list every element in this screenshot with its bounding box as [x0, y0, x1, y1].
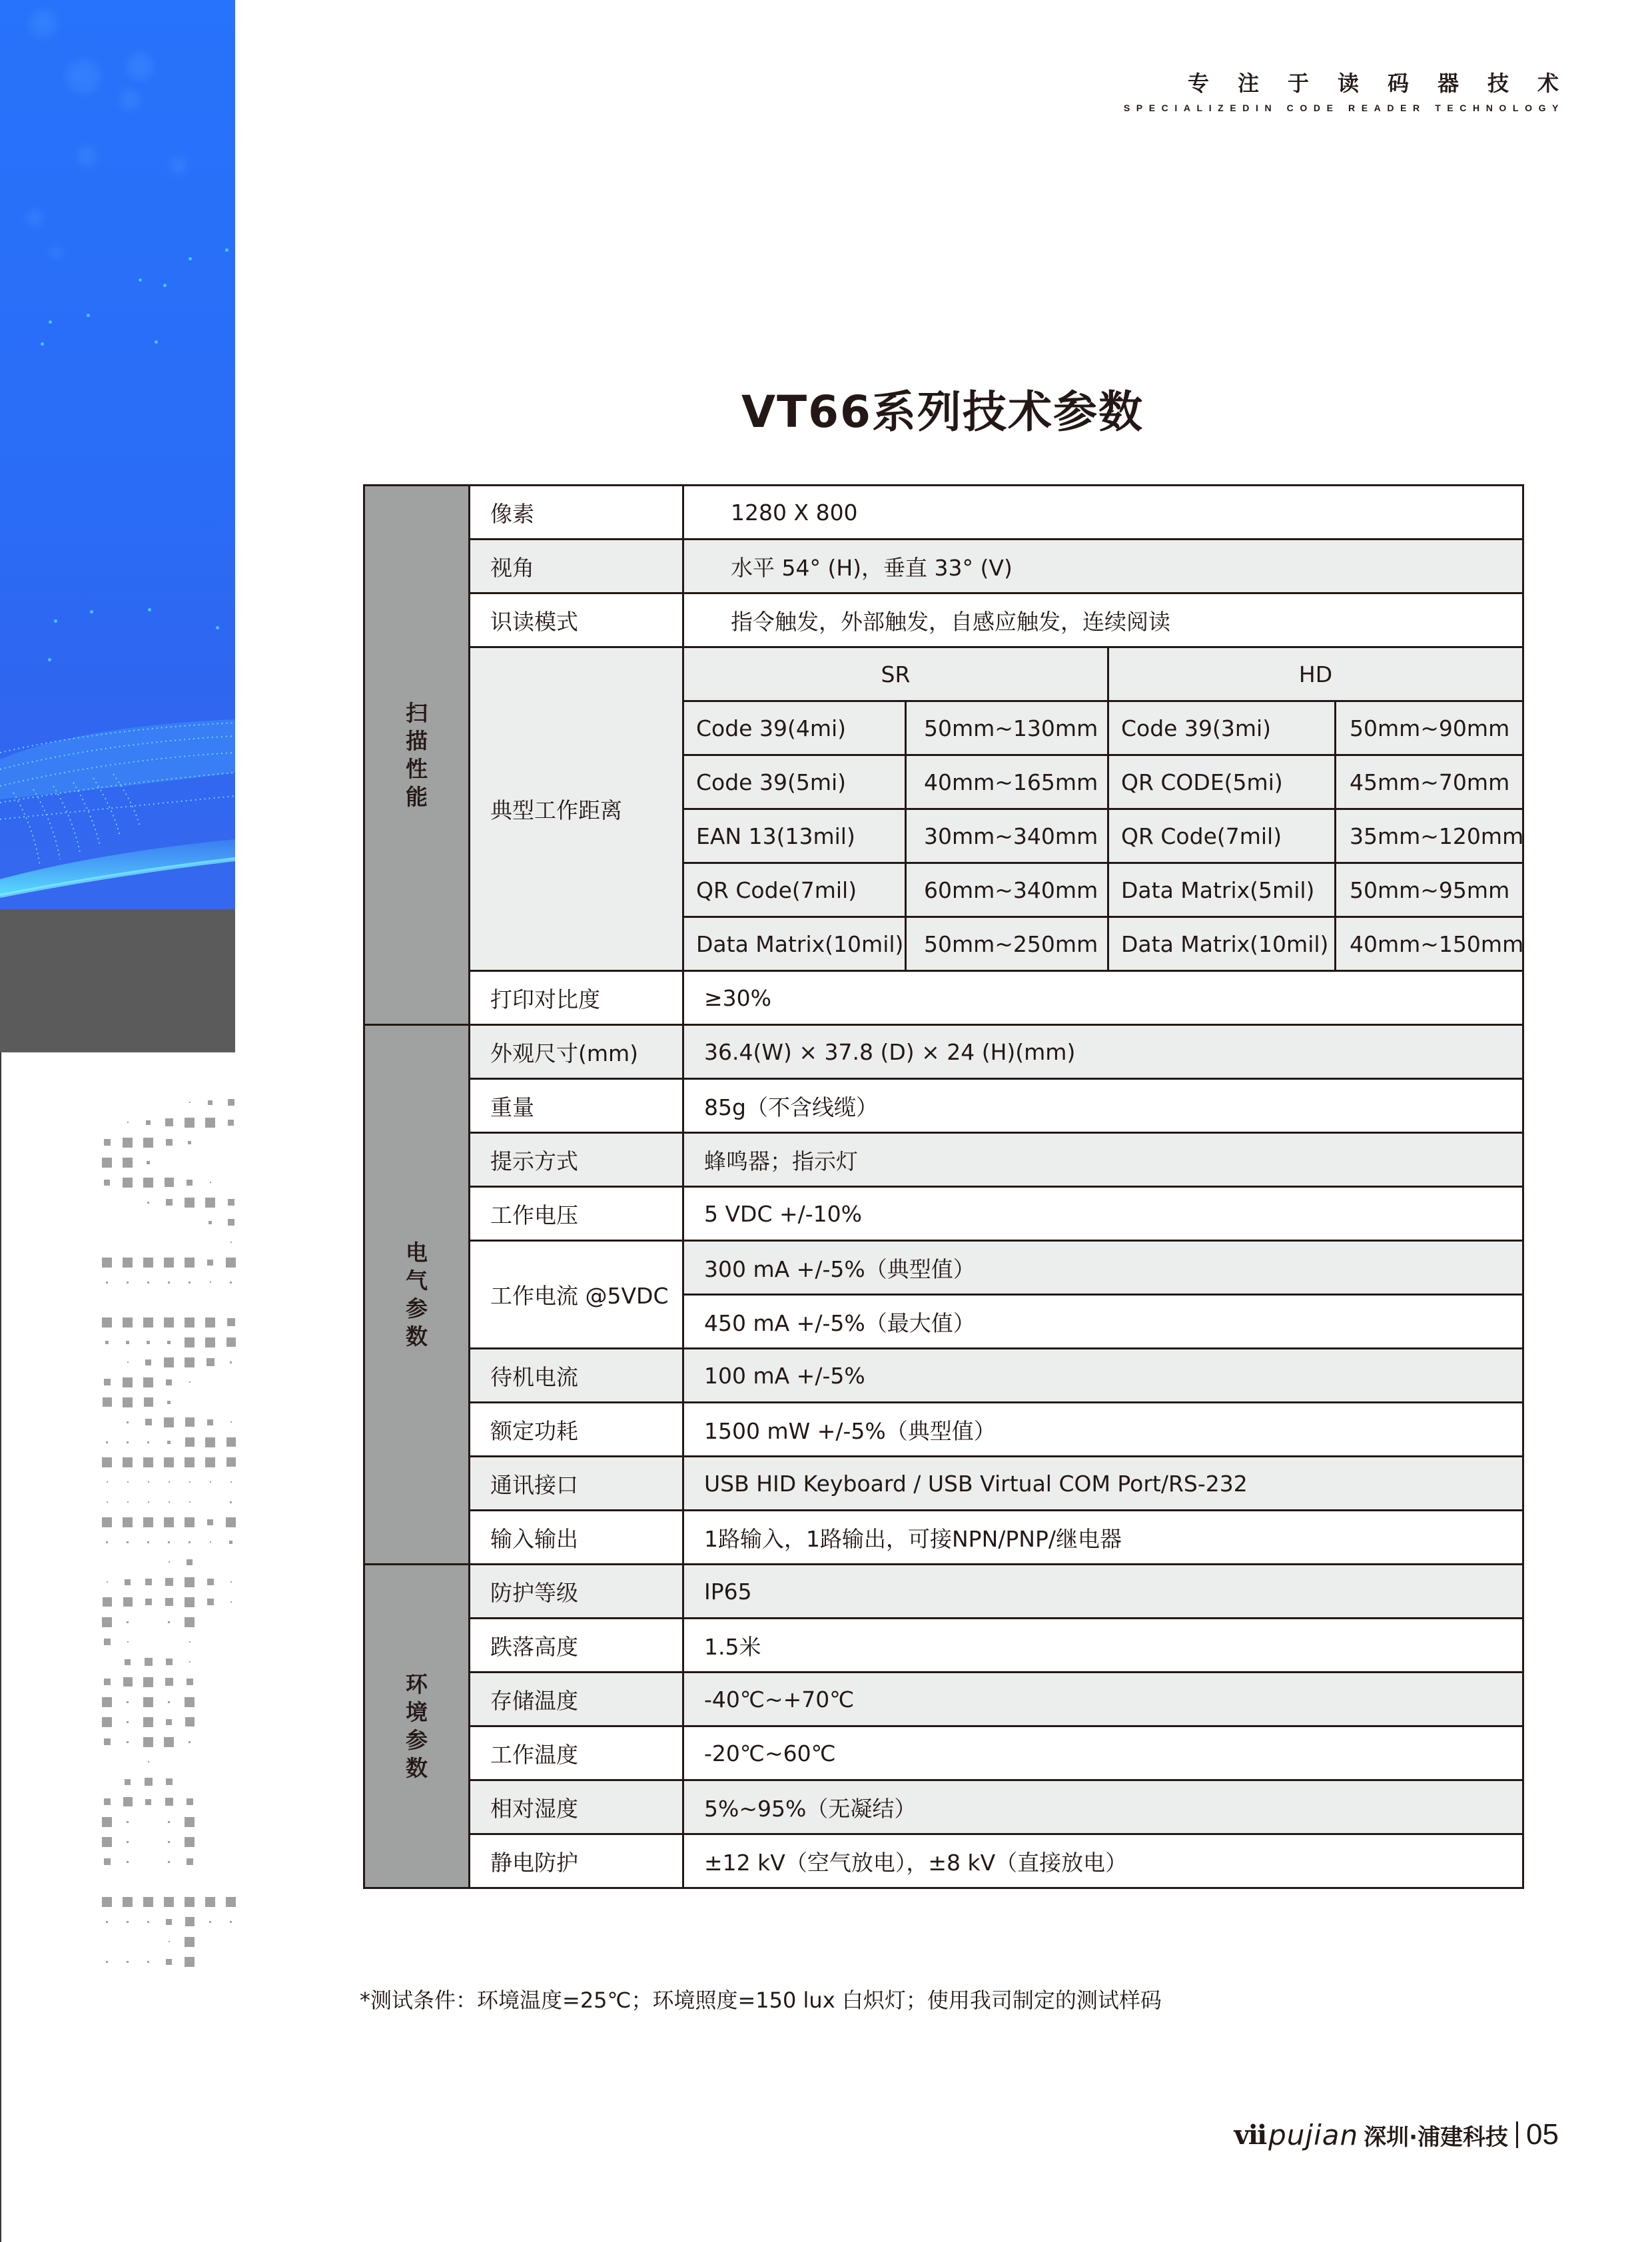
pujian-logo-icon: vii [1234, 2119, 1266, 2151]
sr-code: EAN 13(13mil) [683, 809, 906, 863]
row-label: 额定功耗 [470, 1403, 683, 1457]
category-electrical: 电气参数 [364, 1025, 470, 1565]
hd-range: 40mm~150mm [1336, 917, 1523, 971]
table-row [364, 1673, 1523, 1726]
table-row [364, 1187, 1523, 1241]
row-label: 跌落高度 [470, 1619, 683, 1673]
logo-wordmark: pujian [1268, 2118, 1359, 2151]
table-row [364, 971, 1523, 1025]
table-row [364, 1403, 1523, 1457]
row-value: 1.5米 [683, 1619, 1523, 1673]
row-value: 36.4(W) × 37.8 (D) × 24 (H)(mm) [683, 1025, 1523, 1079]
table-row [364, 1079, 1523, 1133]
row-label: 存储温度 [470, 1673, 683, 1726]
table-row [364, 1457, 1523, 1511]
table-row [364, 1726, 1523, 1780]
page-number: 05 [1526, 2118, 1559, 2151]
test-conditions-footnote: *测试条件：环境温度=25℃；环境照度=150 lux 白炽灯；使用我司制定的测试样码 [360, 1988, 1162, 2013]
row-value: 指令触发，外部触发，自感应触发，连续阅读 [683, 593, 1523, 647]
hd-range: 50mm~95mm [1336, 863, 1523, 917]
sr-header: SR [683, 647, 1108, 701]
sr-code: Code 39(5mi) [683, 755, 906, 809]
table-row [364, 1349, 1523, 1403]
sr-range: 30mm~340mm [906, 809, 1108, 863]
sr-code: Data Matrix(10mil) [683, 917, 906, 971]
hd-range: 35mm~120mm [1336, 809, 1523, 863]
decorative-blue-banner [0, 0, 235, 909]
row-value: 水平 54° (H)，垂直 33° (V) [683, 540, 1523, 593]
sr-range: 50mm~250mm [906, 917, 1108, 971]
table-row [364, 1619, 1523, 1673]
hd-range: 50mm~90mm [1336, 701, 1523, 755]
table-row [364, 1133, 1523, 1187]
table-row [364, 540, 1523, 593]
row-value: 1500 mW +/-5%（典型值） [683, 1403, 1523, 1457]
row-label: 输入输出 [470, 1511, 683, 1565]
sr-code: QR Code(7mil) [683, 863, 906, 917]
company-name: 深圳·浦建科技 [1364, 2123, 1509, 2151]
table-row [364, 1511, 1523, 1565]
row-label: 防护等级 [470, 1565, 683, 1619]
hd-code: QR CODE(5mi) [1108, 755, 1336, 809]
page-footer [1234, 2118, 1559, 2151]
particle-wave-graphic [0, 659, 235, 909]
row-label: 视角 [470, 540, 683, 593]
table-row [364, 1241, 1523, 1295]
row-label: 像素 [470, 486, 683, 540]
spec-table [363, 484, 1524, 1889]
sr-range: 50mm~130mm [906, 701, 1108, 755]
row-value: USB HID Keyboard / USB Virtual COM Port/RS-232 [683, 1457, 1523, 1511]
current-max: 450 mA +/-5%（最大值） [683, 1295, 1523, 1349]
row-value: 5%~95%（无凝结） [683, 1780, 1523, 1834]
row-value: 85g（不含线缆） [683, 1079, 1523, 1133]
row-value: 蜂鸣器；指示灯 [683, 1133, 1523, 1187]
header-tagline [1123, 67, 1587, 113]
table-row [364, 1565, 1523, 1619]
table-row [364, 1834, 1523, 1888]
tagline-chinese: 专注于读码器技术 [1187, 71, 1587, 96]
row-label: 通讯接口 [470, 1457, 683, 1511]
row-label: 打印对比度 [470, 971, 683, 1025]
decorative-dot-pattern [97, 1092, 243, 1972]
sr-range: 40mm~165mm [906, 755, 1108, 809]
hd-code: Data Matrix(5mil) [1108, 863, 1336, 917]
current-label: 工作电流 @5VDC [470, 1241, 683, 1349]
row-label: 工作电压 [470, 1187, 683, 1241]
row-value: 1280 X 800 [683, 486, 1523, 540]
row-value: -20℃~60℃ [683, 1726, 1523, 1780]
table-row [364, 486, 1523, 540]
row-label: 重量 [470, 1079, 683, 1133]
row-label: 静电防护 [470, 1834, 683, 1888]
table-row [364, 1025, 1523, 1079]
row-value: 1路输入，1路输出，可接NPN/PNP/继电器 [683, 1511, 1523, 1565]
row-label: 待机电流 [470, 1349, 683, 1403]
current-typical: 300 mA +/-5%（典型值） [683, 1241, 1523, 1295]
category-scan: 扫描性能 [364, 486, 470, 1025]
hd-code: Data Matrix(10mil) [1108, 917, 1336, 971]
row-label: 工作温度 [470, 1726, 683, 1780]
table-row [364, 593, 1523, 647]
row-value: ≥30% [683, 971, 1523, 1025]
distance-label: 典型工作距离 [470, 647, 683, 971]
page-title: VT66系列技术参数 [741, 386, 1144, 438]
row-label: 相对湿度 [470, 1780, 683, 1834]
sr-range: 60mm~340mm [906, 863, 1108, 917]
row-label: 外观尺寸(mm) [470, 1025, 683, 1079]
hd-code: Code 39(3mi) [1108, 701, 1336, 755]
table-row [364, 1780, 1523, 1834]
row-value: 5 VDC +/-10% [683, 1187, 1523, 1241]
row-label: 识读模式 [470, 593, 683, 647]
row-value: 100 mA +/-5% [683, 1349, 1523, 1403]
hd-header: HD [1108, 647, 1523, 701]
row-value: -40℃~+70℃ [683, 1673, 1523, 1726]
hd-range: 45mm~70mm [1336, 755, 1523, 809]
footer-divider [1516, 2121, 1518, 2148]
tagline-english: SPECIALIZEDIN CODE READER TECHNOLOGY [1123, 103, 1565, 113]
hd-code: QR Code(7mil) [1108, 809, 1336, 863]
sr-code: Code 39(4mi) [683, 701, 906, 755]
category-environment: 环境参数 [364, 1565, 470, 1888]
row-value: ±12 kV（空气放电），±8 kV（直接放电） [683, 1834, 1523, 1888]
distance-header-row [364, 647, 1523, 701]
row-label: 提示方式 [470, 1133, 683, 1187]
row-value: IP65 [683, 1565, 1523, 1619]
decorative-gray-block [0, 909, 235, 1052]
